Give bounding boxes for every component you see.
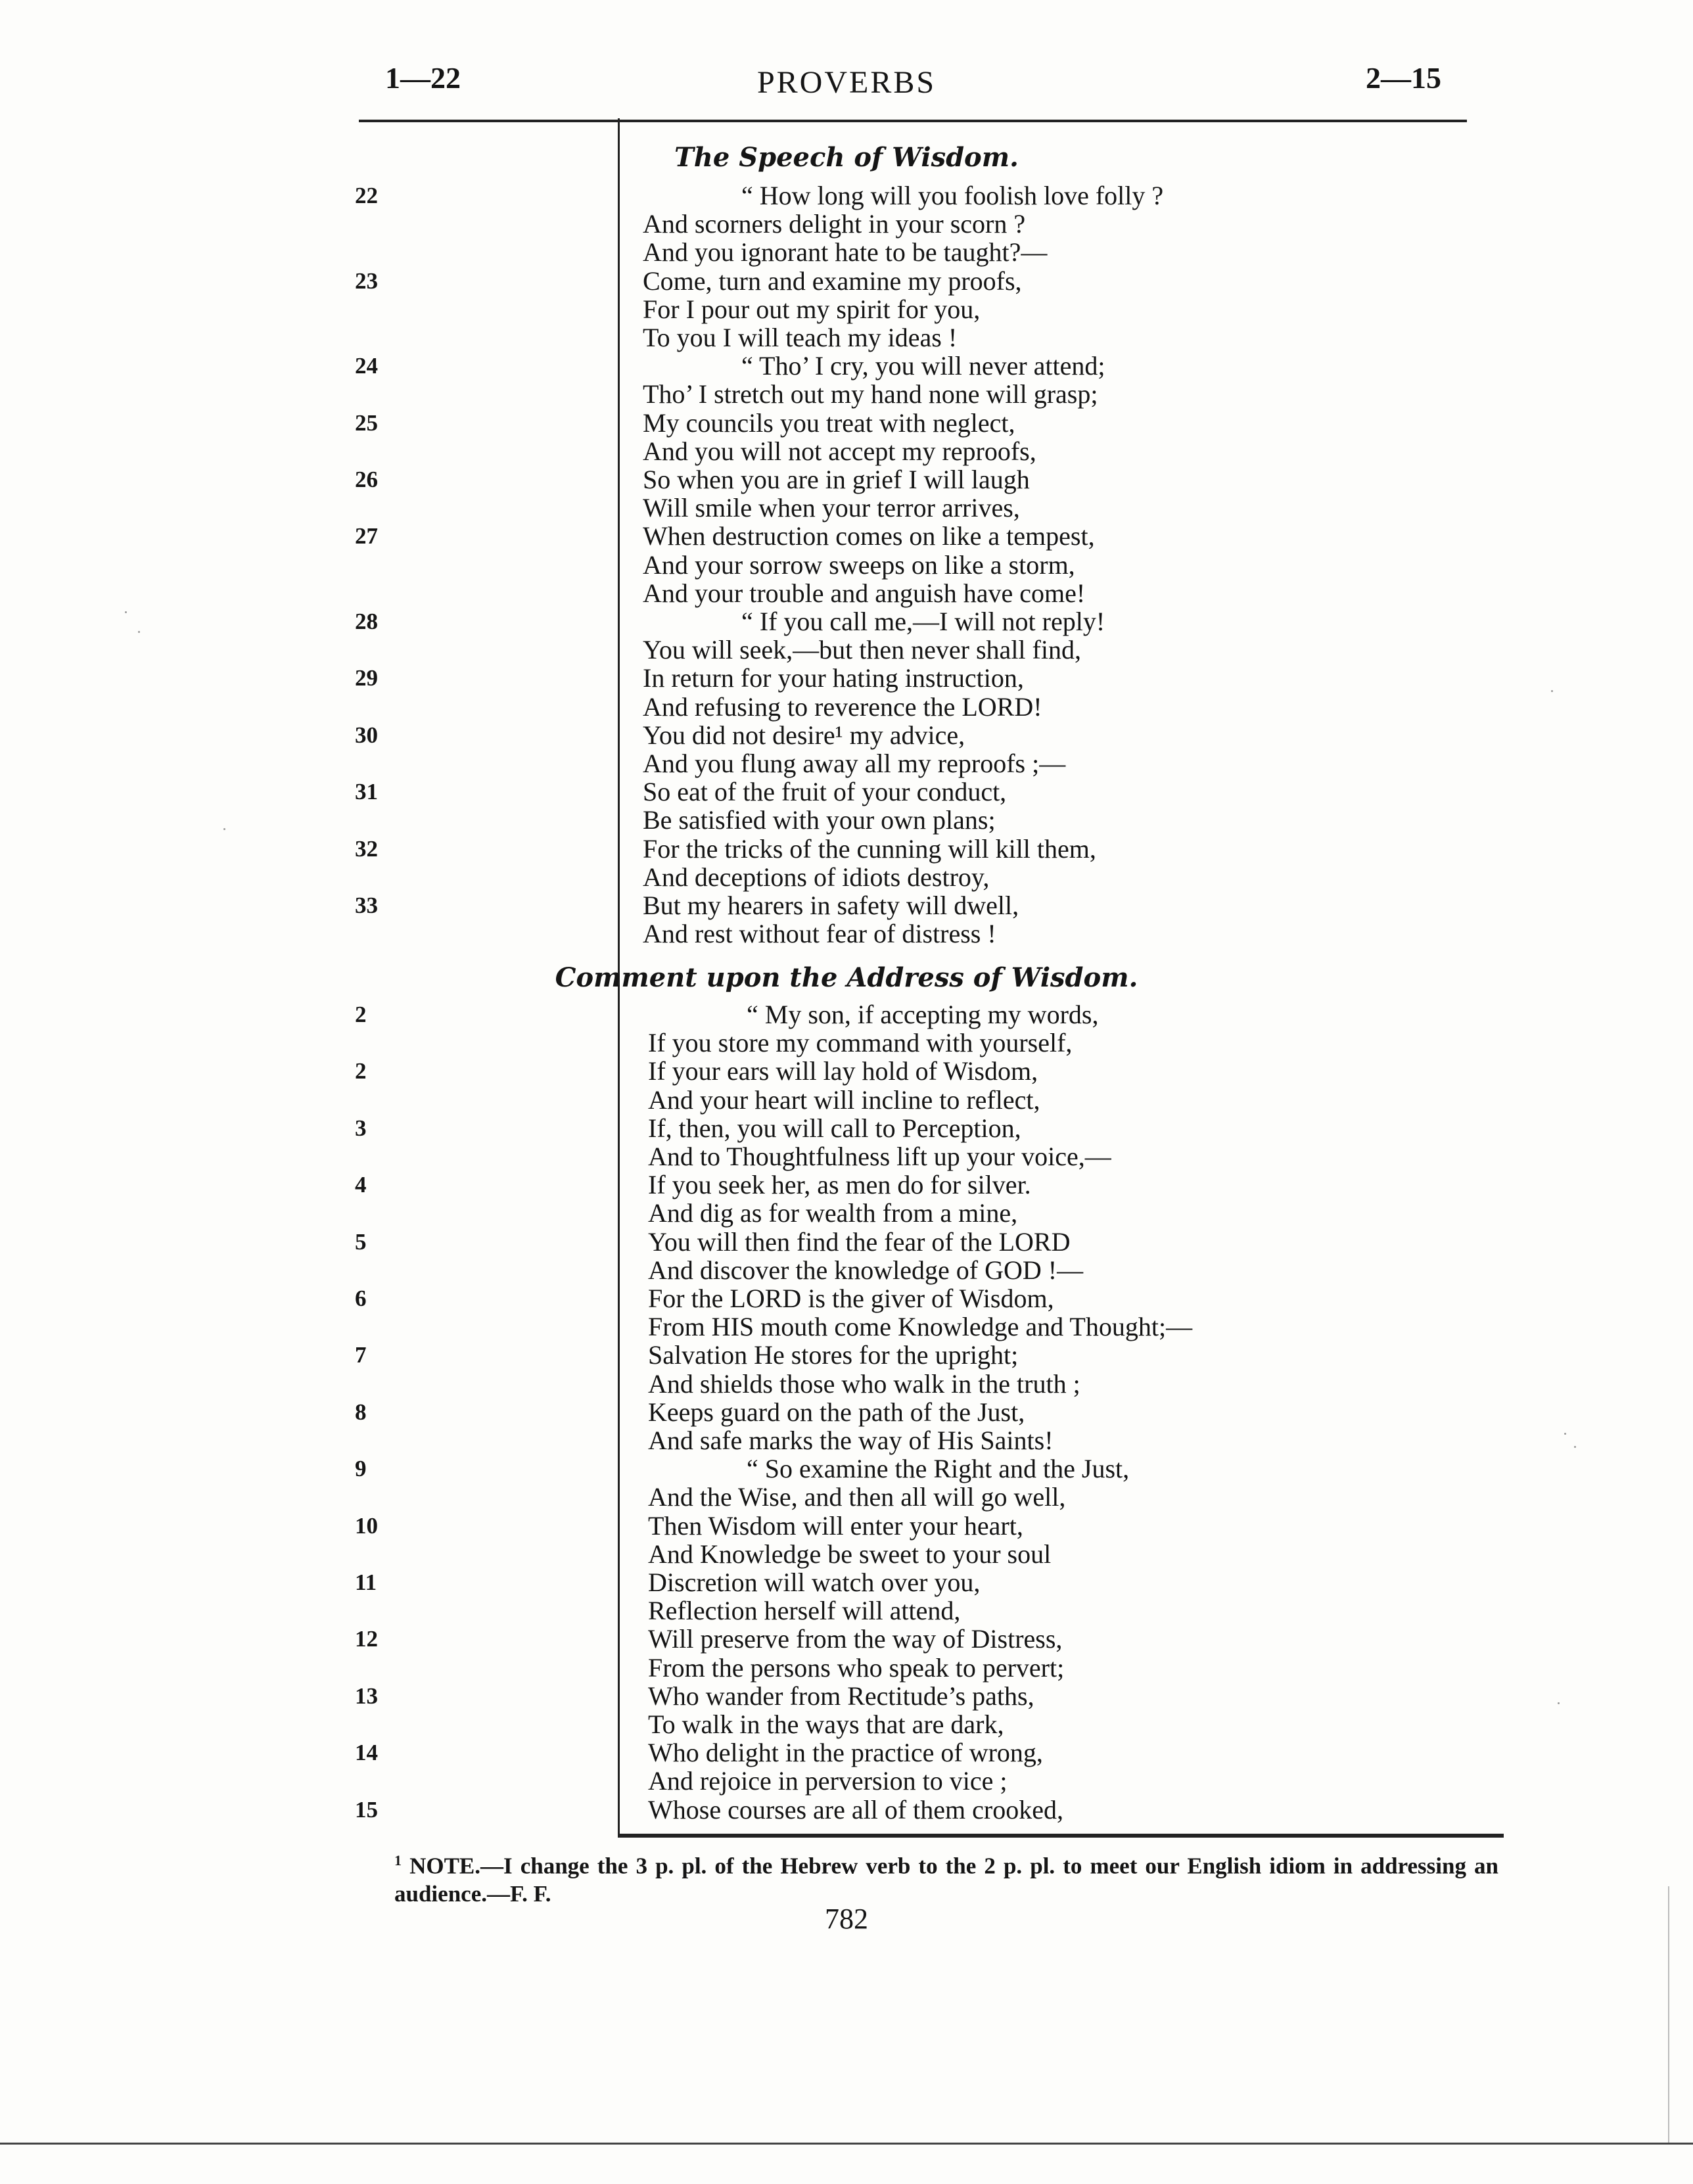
verse-text: Keeps guard on the path of the Just, [648, 1397, 1025, 1427]
verse-line [0, 919, 1693, 948]
scan-speck [125, 611, 127, 613]
verse-line [0, 1682, 1693, 1710]
verse-text: To walk in the ways that are dark, [648, 1709, 1004, 1739]
verse-line [0, 579, 1693, 607]
verse-text: In return for your hating instruction, [643, 663, 1024, 693]
verse-text: And your trouble and anguish have come! [643, 578, 1086, 608]
verse-text: So when you are in grief I will laugh [643, 465, 1030, 494]
verse-text: “ Tho’ I cry, you will never attend; [741, 351, 1105, 381]
verse-text: And the Wise, and then all will go well, [648, 1482, 1066, 1512]
verse-line [0, 1454, 1693, 1483]
verse-line [0, 465, 1693, 494]
verse-number: 32 [355, 836, 378, 862]
verse-line [0, 1029, 1693, 1057]
verse-line [0, 1426, 1693, 1454]
verse-number: 9 [355, 1456, 367, 1481]
verse-line [0, 1370, 1693, 1398]
verse-text: And dig as for wealth from a mine, [648, 1198, 1018, 1228]
footnote-rule [618, 1834, 1504, 1838]
verse-text: Then Wisdom will enter your heart, [648, 1511, 1023, 1541]
verse-text: Whose courses are all of them crooked, [648, 1795, 1063, 1824]
verse-line [0, 1398, 1693, 1426]
verse-line [0, 1171, 1693, 1199]
verse-text: And safe marks the way of His Saints! [648, 1426, 1054, 1455]
scan-speck [138, 631, 140, 633]
verse-text: But my hearers in safety will dwell, [643, 891, 1019, 920]
running-title: PROVERBS [756, 65, 937, 100]
verse-line [0, 1512, 1693, 1540]
verse-line [0, 863, 1693, 891]
verse-text: So eat of the fruit of your conduct, [643, 777, 1007, 806]
verse-line [0, 494, 1693, 522]
verse-text: When destruction comes on like a tempest, [643, 521, 1095, 551]
verse-number: 13 [355, 1683, 378, 1709]
verse-line [0, 1710, 1693, 1738]
verse-line [0, 1313, 1693, 1341]
verse-text: Tho’ I stretch out my hand none will grasp; [643, 379, 1098, 409]
verse-line [0, 380, 1693, 408]
verse-line [0, 1142, 1693, 1171]
verse-text: Salvation He stores for the upright; [648, 1340, 1019, 1370]
section-heading-speech-of-wisdom: The Speech of Wisdom. [674, 142, 1019, 173]
verse-line [0, 778, 1693, 806]
verse-text: To you I will teach my ideas ! [643, 323, 958, 352]
verse-text: “ My son, if accepting my words, [747, 1000, 1099, 1029]
verse-line [0, 1625, 1693, 1653]
verse-text: And refusing to reverence the LORD! [643, 692, 1042, 722]
verse-number: 26 [355, 467, 378, 492]
verse-text: If, then, you will call to Perception, [648, 1113, 1021, 1143]
verse-line [0, 1086, 1693, 1114]
verse-text: Will preserve from the way of Distress, [648, 1624, 1063, 1654]
verse-number: 25 [355, 410, 378, 436]
verse-number: 24 [355, 353, 378, 379]
verse-text: Come, turn and examine my proofs, [643, 266, 1022, 296]
scan-speck [1558, 1702, 1560, 1704]
verse-text: Who delight in the practice of wrong, [648, 1738, 1043, 1767]
verse-line [0, 1057, 1693, 1085]
verse-text: If your ears will lay hold of Wisdom, [648, 1056, 1038, 1086]
verse-line [0, 1654, 1693, 1682]
header-chapter-start: 1—22 [385, 61, 461, 95]
footnote-marker: 1 [394, 1852, 402, 1869]
verse-line [0, 835, 1693, 863]
verse-line [0, 1341, 1693, 1369]
verse-line [0, 891, 1693, 919]
verse-text: And scorners delight in your scorn ? [643, 209, 1026, 239]
verse-number: 8 [355, 1399, 367, 1425]
scan-speck [1564, 1433, 1566, 1435]
verse-number: 2 [355, 1058, 367, 1084]
verse-line [0, 749, 1693, 778]
verse-line [0, 551, 1693, 579]
verse-number: 2 [355, 1002, 367, 1027]
verse-text: And Knowledge be sweet to your soul [648, 1539, 1052, 1569]
scan-bottom-edge [0, 2143, 1693, 2145]
verse-text: If you store my command with yourself, [648, 1028, 1073, 1057]
verse-text: And you flung away all my reproofs ;— [643, 749, 1066, 778]
verse-text: And rejoice in perversion to vice ; [648, 1766, 1008, 1796]
verse-text: Reflection herself will attend, [648, 1596, 961, 1625]
verse-number: 22 [355, 183, 378, 208]
verse-number: 10 [355, 1513, 378, 1539]
verse-text: And rest without fear of distress ! [643, 919, 996, 948]
verse-line [0, 1114, 1693, 1142]
verse-text: Who wander from Rectitude’s paths, [648, 1681, 1034, 1711]
verse-text: “ So examine the Right and the Just, [747, 1454, 1130, 1483]
verse-number: 29 [355, 665, 378, 691]
verse-text: Will smile when your terror arrives, [643, 493, 1020, 523]
verse-number: 28 [355, 609, 378, 634]
verse-line [0, 295, 1693, 323]
verse-text: Discretion will watch over you, [648, 1568, 981, 1597]
verse-line [0, 210, 1693, 238]
verse-text: You did not desire¹ my advice, [643, 720, 965, 750]
verse-number: 7 [355, 1342, 367, 1368]
verse-number: 23 [355, 268, 378, 294]
verse-line [0, 522, 1693, 550]
verse-line [0, 267, 1693, 295]
verse-line [0, 323, 1693, 352]
verse-text: And shields those who walk in the truth ; [648, 1369, 1080, 1399]
verse-line [0, 806, 1693, 834]
verse-text: And to Thoughtfulness lift up your voice,— [648, 1142, 1111, 1171]
verse-text: And your sorrow sweeps on like a storm, [643, 550, 1075, 580]
verse-line [0, 607, 1693, 636]
footnote [394, 1847, 1498, 1908]
page-number: 782 [825, 1903, 868, 1935]
verse-text: You will then find the fear of the LORD [648, 1227, 1071, 1257]
verse-line [0, 1568, 1693, 1596]
verse-text: For I pour out my spirit for you, [643, 294, 981, 324]
verse-number: 31 [355, 779, 378, 804]
header-chapter-end: 2—15 [1366, 61, 1441, 95]
verse-text: From HIS mouth come Knowledge and Thought;— [648, 1312, 1193, 1341]
verse-text: “ If you call me,—I will not reply! [741, 607, 1105, 636]
verse-text: And deceptions of idiots destroy, [643, 862, 990, 892]
verse-number: 33 [355, 893, 378, 918]
scan-speck [1551, 690, 1553, 692]
scan-speck [223, 828, 225, 830]
verse-line [0, 1199, 1693, 1227]
verse-text: For the tricks of the cunning will kill them, [643, 834, 1096, 864]
verse-line [0, 1256, 1693, 1284]
verse-number: 11 [355, 1569, 377, 1595]
verse-line [0, 1483, 1693, 1511]
verse-number: 3 [355, 1115, 367, 1141]
verse-line [0, 238, 1693, 266]
verse-number: 27 [355, 523, 378, 549]
verse-number: 15 [355, 1797, 378, 1823]
verse-number: 6 [355, 1286, 367, 1311]
verse-line [0, 693, 1693, 721]
verse-line [0, 437, 1693, 465]
verse-line [0, 1738, 1693, 1767]
verse-text: “ How long will you foolish love folly ? [741, 181, 1164, 210]
verse-text: For the LORD is the giver of Wisdom, [648, 1284, 1054, 1313]
verse-number: 12 [355, 1626, 378, 1652]
verse-number: 4 [355, 1172, 367, 1197]
verse-text: And your heart will incline to reflect, [648, 1085, 1040, 1115]
verse-line [0, 636, 1693, 664]
verse-text: From the persons who speak to pervert; [648, 1653, 1065, 1683]
verse-line [0, 1596, 1693, 1625]
footnote-text: NOTE.—I change the 3 p. pl. of the Hebrew verb to the 2 p. pl. to meet our English idiom in addressing an audience.—F. F. [394, 1853, 1499, 1907]
verse-line [0, 721, 1693, 749]
verse-line [0, 1000, 1693, 1029]
scan-side-edge [1668, 1886, 1669, 2143]
verse-number: 14 [355, 1740, 378, 1765]
verse-line [0, 664, 1693, 692]
verse-line [0, 409, 1693, 437]
verse-text: You will seek,—but then never shall find, [643, 635, 1081, 664]
verse-line [0, 1284, 1693, 1313]
verse-text: And you will not accept my reproofs, [643, 436, 1036, 466]
verse-text: If you seek her, as men do for silver. [648, 1170, 1031, 1199]
verse-line [0, 1796, 1693, 1824]
verse-line [0, 181, 1693, 210]
verse-number: 30 [355, 722, 378, 748]
verse-text: And discover the knowledge of GOD !— [648, 1255, 1084, 1285]
scan-speck [1574, 1446, 1576, 1448]
verse-text: And you ignorant hate to be taught?— [643, 237, 1048, 267]
section-heading-comment: Comment upon the Address of Wisdom. [555, 962, 1138, 993]
verse-line [0, 1228, 1693, 1256]
verse-line [0, 1767, 1693, 1795]
verse-number: 5 [355, 1229, 367, 1255]
verse-line [0, 352, 1693, 380]
verse-text: Be satisfied with your own plans; [643, 805, 996, 835]
verse-text: My councils you treat with neglect, [643, 408, 1015, 438]
verse-line [0, 1540, 1693, 1568]
